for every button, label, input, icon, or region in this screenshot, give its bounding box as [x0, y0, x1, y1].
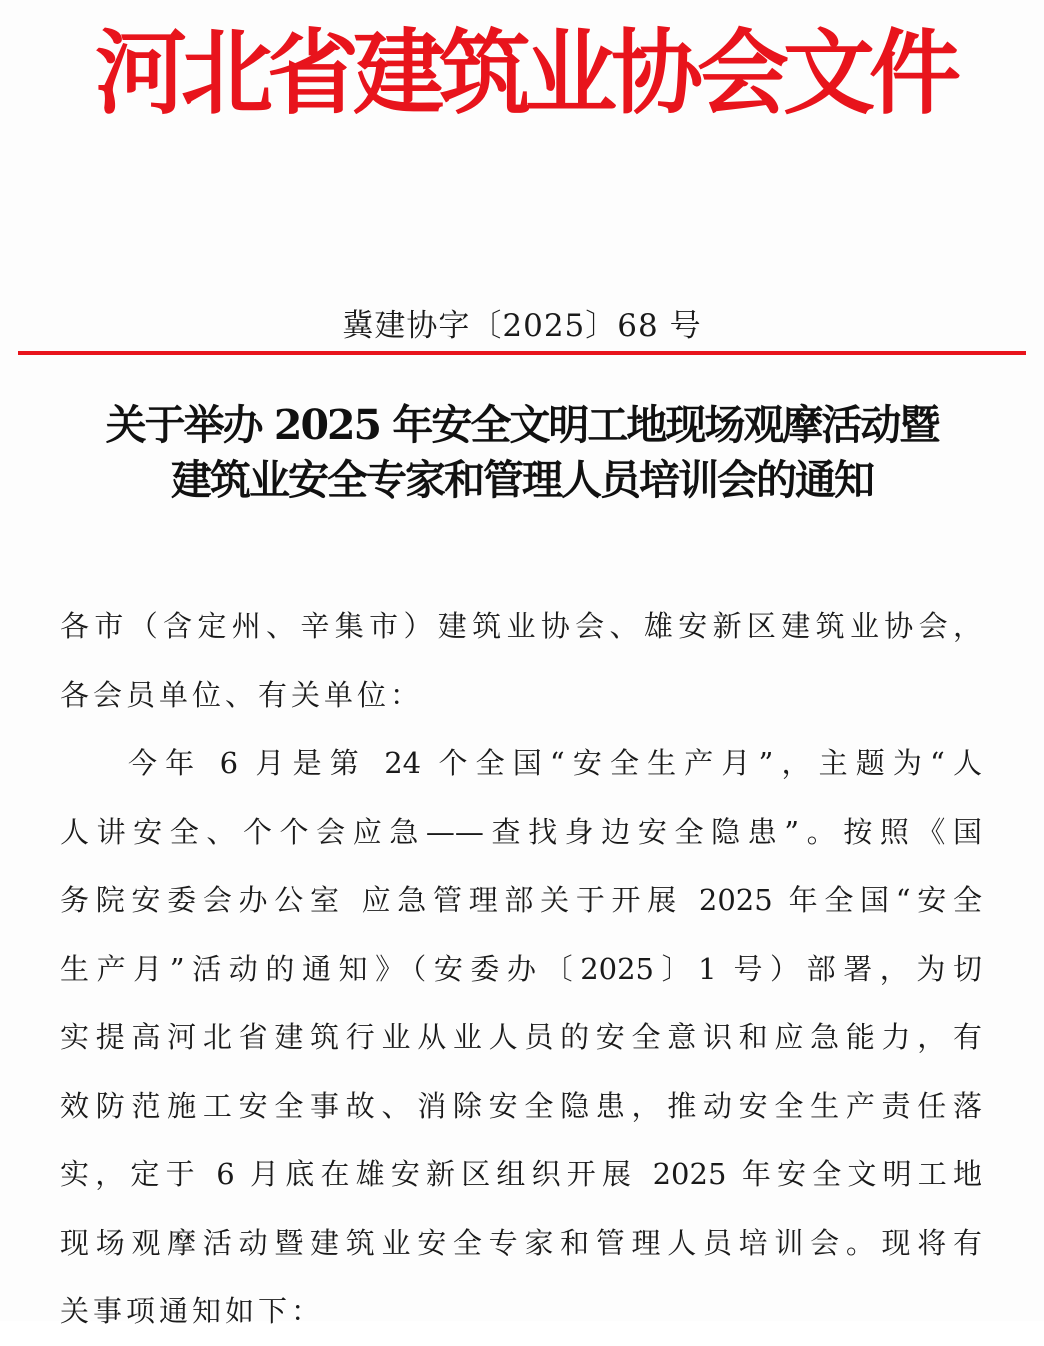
notice-body [60, 592, 982, 1346]
body-line: 人讲安全、个个会应急——查找身边安全隐患”。按照《国 [60, 814, 982, 849]
body-line: 各市（含定州、辛集市）建筑业协会、雄安新区建筑业协会， [60, 609, 982, 643]
notice-title [0, 398, 1044, 508]
body-line: 现场观摩活动暨建筑业安全专家和管理人员培训会。现将有 [60, 1225, 982, 1260]
body-line: 今年 6 月是第 24 个全国“安全生产月”，主题为“人 [128, 746, 982, 780]
red-separator-line [18, 351, 1026, 355]
body-line: 效防范施工安全事故、消除安全隐患，推动安全生产责任落 [60, 1088, 982, 1123]
notice-title-line-1: 关于举办 2025 年安全文明工地现场观摩活动暨 [105, 401, 939, 449]
body-line: 务院安委会办公室 应急管理部关于开展 2025 年全国“安全 [60, 883, 982, 917]
body-line: 实提高河北省建筑行业从业人员的安全意识和应急能力，有 [60, 1020, 982, 1054]
body-line: 关事项通知如下： [60, 1294, 325, 1328]
document-number: 冀建协字〔2025〕68 号 [342, 308, 702, 344]
issuer-header-title: 河北省建筑业协会文件 [94, 19, 955, 127]
body-line: 各会员单位、有关单位： [60, 677, 424, 712]
notice-title-line-2: 建筑业安全专家和管理人员培训会的通知 [171, 456, 873, 504]
body-line: 实，定于 6 月底在雄安新区组织开展 2025 年安全文明工地 [60, 1157, 982, 1191]
body-line: 生产月”活动的通知》（安委办〔2025〕1 号）部署，为切 [60, 951, 982, 986]
